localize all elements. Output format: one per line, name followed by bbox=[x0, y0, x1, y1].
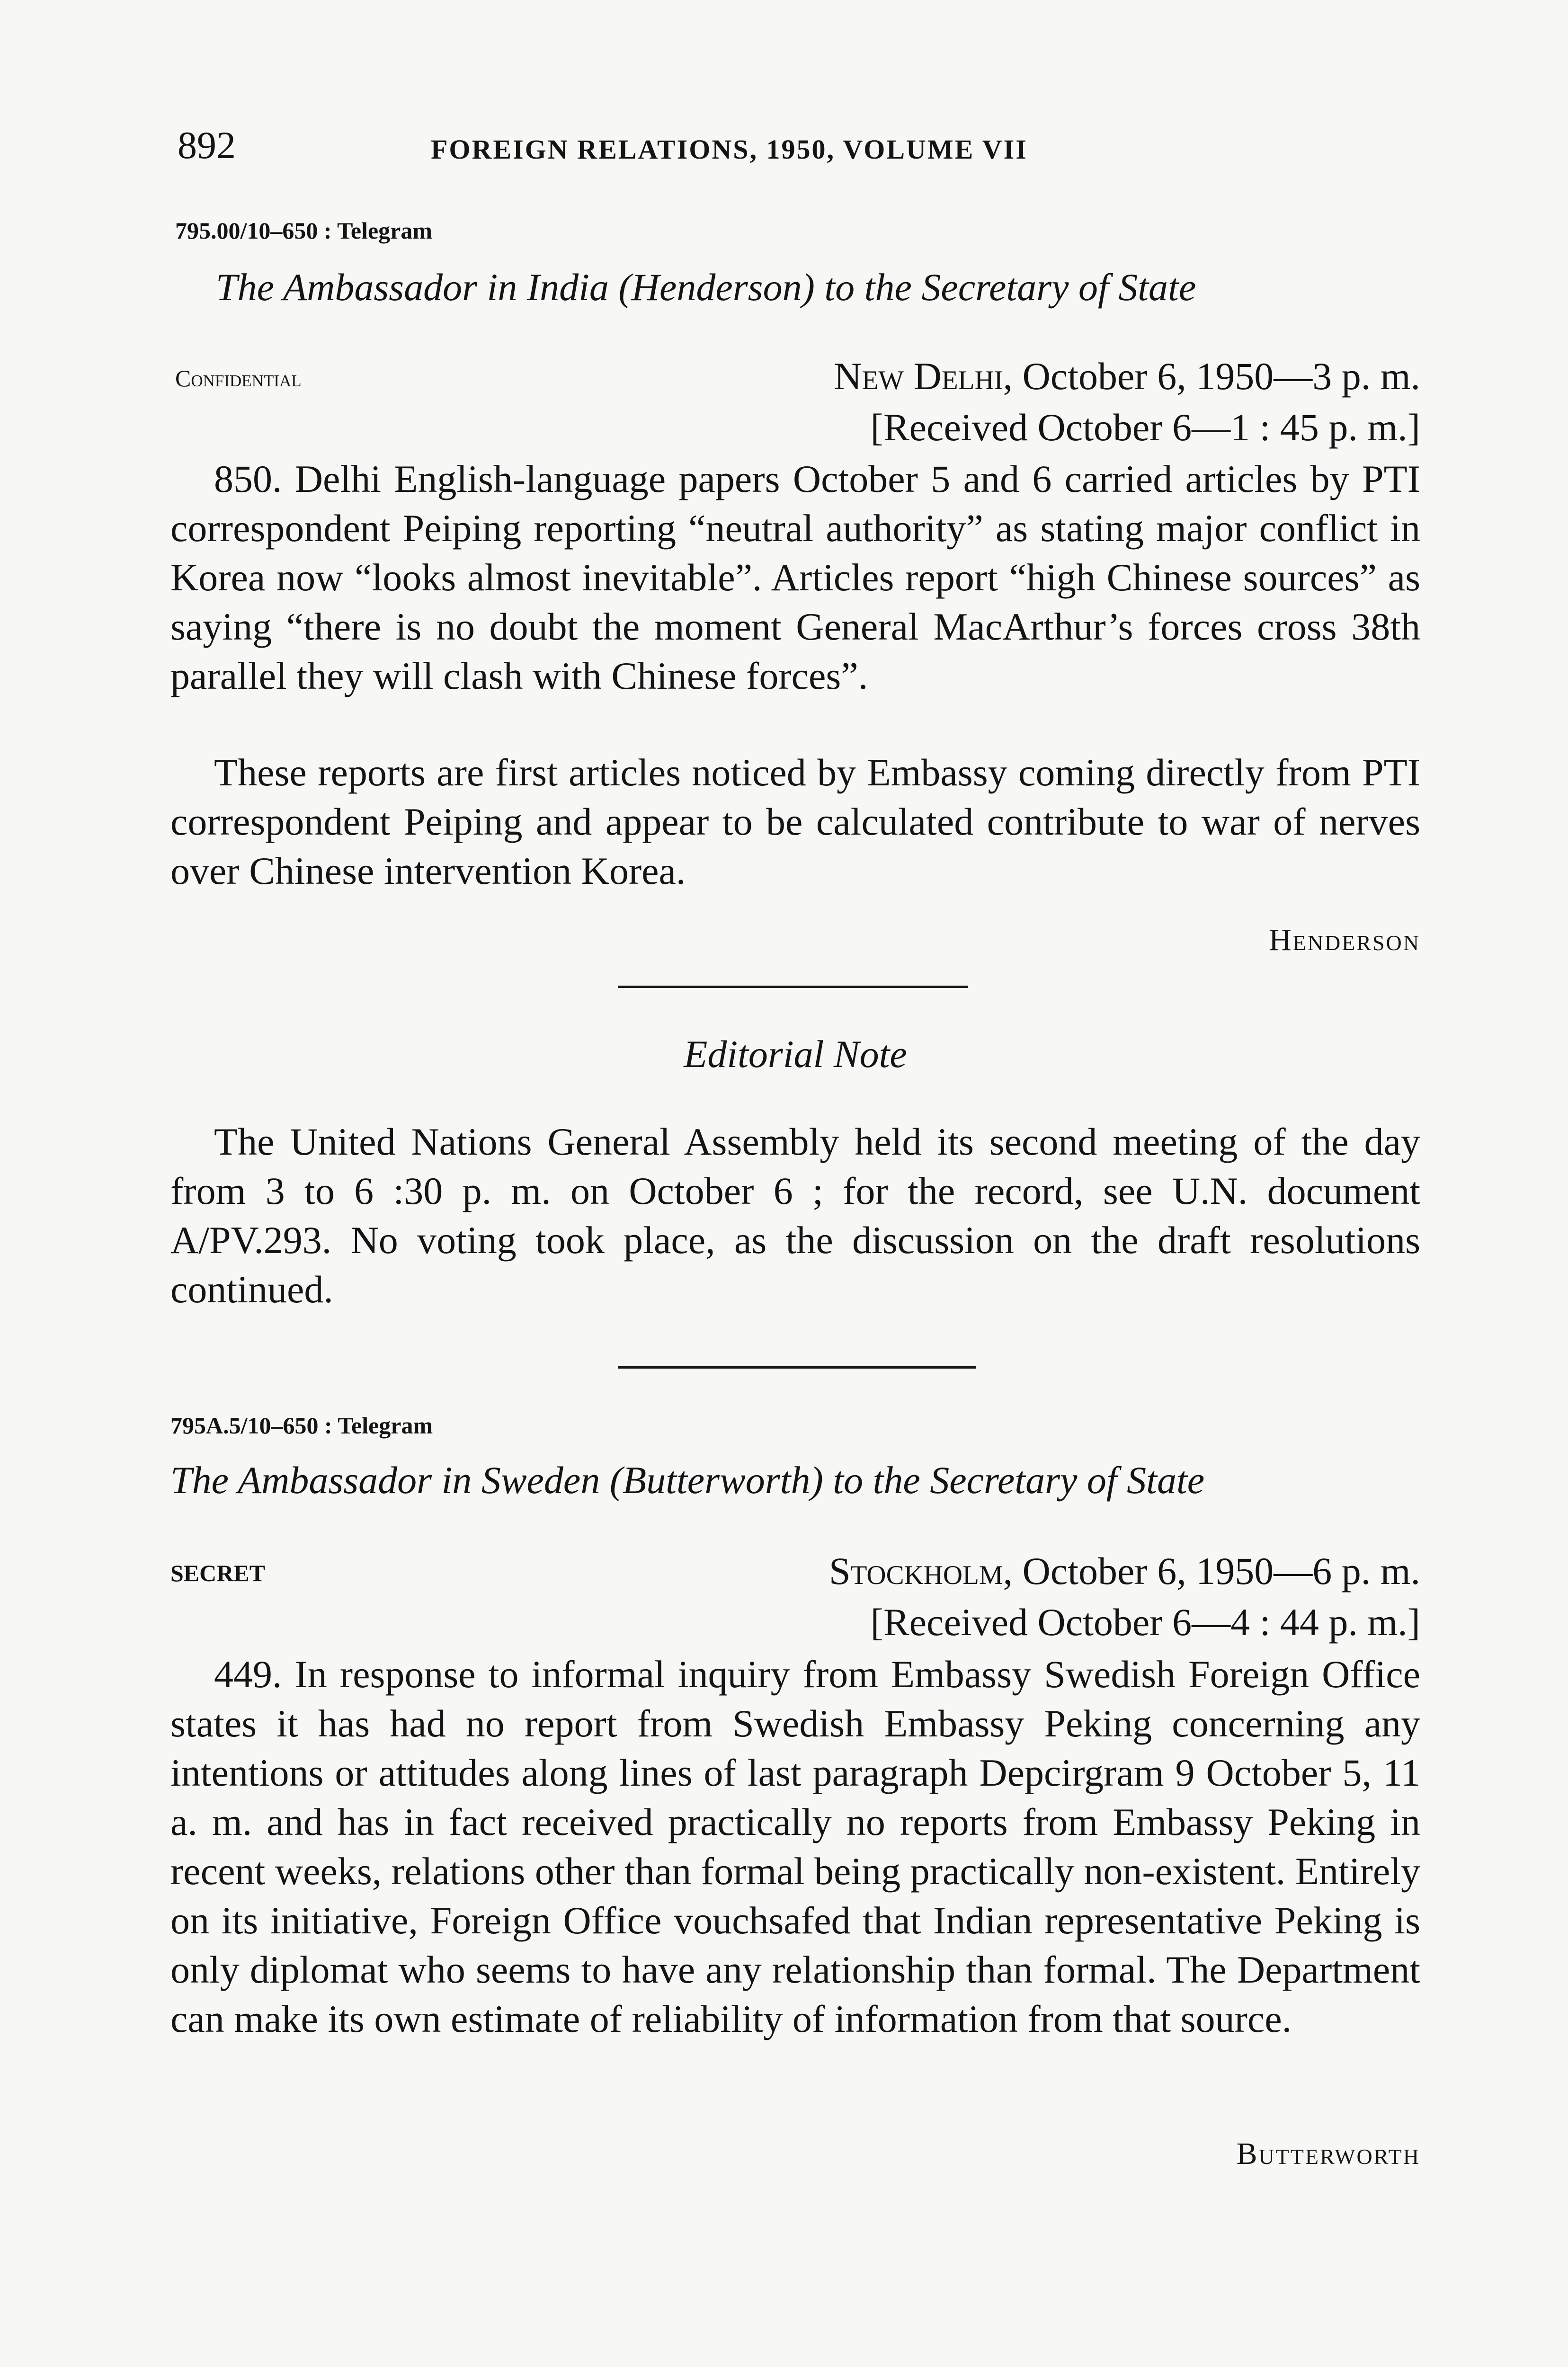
doc2-signature: Butterworth bbox=[1236, 2136, 1420, 2171]
doc2-paragraph: 449. In response to informal inquiry from Embassy Swedish Foreign Office states it has had no report from Swedish Embassy Peking concerning any intentions or attitudes along lines of last paragraph Depcirgram 9 October 5, 11 a. m. and has in fact received practically no reports from Embassy Peking in recent weeks, relations other than formal being practically non-existent. Entirely on its initiative, Foreign Office vouchsafed that Indian representative Peking is only diplomat who seems to have any relationship than formal. The Department can make its own estimate of reliability of information from that source. bbox=[170, 1653, 1420, 2040]
doc2-received: [Received October 6—4 : 44 p. m.] bbox=[870, 1601, 1420, 1644]
doc1-file-reference: 795.00/10–650 : Telegram bbox=[175, 217, 433, 244]
doc2-place: Stockholm bbox=[829, 1549, 1003, 1593]
doc1-received: [Received October 6—1 : 45 p. m.] bbox=[870, 406, 1420, 449]
editorial-note-title: Editorial Note bbox=[684, 1032, 907, 1076]
doc2-date: , October 6, 1950—6 p. m. bbox=[1003, 1549, 1420, 1593]
doc1-paragraph-2: These reports are first articles noticed by Embassy coming directly from PTI correspondent Peiping and appear to be calculated contribute to war of nerves over Chinese intervention Korea. bbox=[170, 751, 1420, 892]
doc1-classification: Confidential bbox=[175, 365, 302, 392]
page-number: 892 bbox=[178, 124, 236, 167]
section-divider bbox=[618, 986, 968, 988]
doc1-dateline bbox=[834, 354, 1420, 399]
doc2-classification: SECRET bbox=[170, 1560, 266, 1586]
editorial-note-text: The United Nations General Assembly held its second meeting of the day from 3 to 6 :30 p. m. on October 6 ; for the record, see U.N. document A/PV.293. No voting took place, as the discussion on the draft resolutions continued. bbox=[170, 1120, 1420, 1311]
doc2-dateline bbox=[829, 1549, 1420, 1593]
doc1-signature: Henderson bbox=[1268, 923, 1420, 957]
doc1-title: The Ambassador in India (Henderson) to the Secretary of State bbox=[216, 266, 1196, 309]
running-head: FOREIGN RELATIONS, 1950, VOLUME VII bbox=[431, 134, 1028, 165]
page-header bbox=[170, 123, 1420, 180]
doc2-file-reference: 795A.5/10–650 : Telegram bbox=[170, 1412, 433, 1439]
doc1-paragraph-1: 850. Delhi English-language papers October 5 and 6 carried articles by PTI correspondent Peiping reporting “neutral authority” as stating major conflict in Korea now “looks almost inevitable”. Articles report “high Chinese sources” as saying “there is no doubt the moment General MacArthur’s forces cross 38th parallel they will clash with Chinese forces”. bbox=[170, 457, 1420, 697]
doc1-place: New Delhi bbox=[834, 355, 1003, 398]
section-divider bbox=[618, 1366, 976, 1369]
doc2-title: The Ambassador in Sweden (Butterworth) to the Secretary of State bbox=[170, 1459, 1205, 1502]
doc1-date: , October 6, 1950—3 p. m. bbox=[1003, 355, 1420, 398]
